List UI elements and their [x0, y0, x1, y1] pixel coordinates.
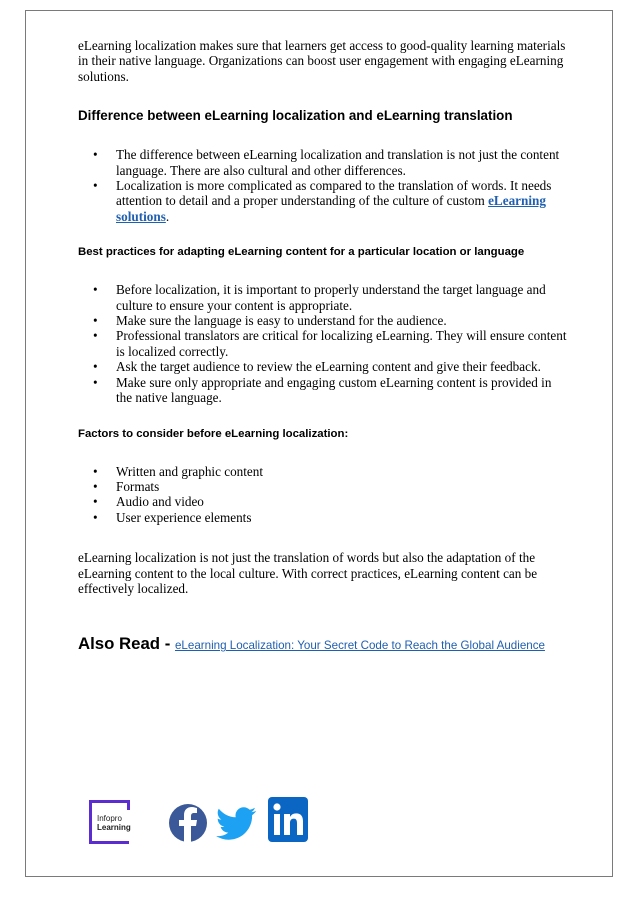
list-item: • The difference between eLearning localization and translation is not just the content language. There are also cultural and other differences. [93, 147, 560, 178]
list-item: • Professional translators are critical for localizing eLearning. They will ensure content is localized correctly. [93, 328, 567, 359]
list-item: • Localization is more complicated as compared to the translation of words. It needs attention to detail and a proper understanding of the culture of custom eLearning solutions. [93, 178, 552, 224]
list-item: • Before localization, it is important to properly understand the target language and culture to ensure your content is appropriate. [93, 282, 546, 313]
bullet-icon: • [93, 328, 98, 344]
bullet-icon: • [93, 147, 98, 163]
list-item: • Audio and video [93, 494, 204, 510]
logo-text-learning: Learning [97, 823, 131, 832]
intro-paragraph: eLearning localization makes sure that learners get access to good-quality learning materials in their native language. Organizations can boost user engagement with engaging eLearning solutions. [78, 38, 566, 84]
also-read-link[interactable]: eLearning Localization: Your Secret Code to Reach the Global Audience [174, 639, 545, 653]
conclusion-paragraph: eLearning localization is not just the translation of words but also the adaptation of the eLearning content to the local culture. With correct practices, eLearning content can be effectively localized. [78, 550, 538, 596]
factors-list [78, 464, 568, 526]
heading-best-practices: Best practices for adapting eLearning content for a particular location or language [78, 246, 525, 259]
bullet-icon: • [93, 509, 98, 525]
facebook-icon[interactable] [168, 795, 208, 851]
best-practices-list [78, 282, 568, 405]
list-item: • Formats [93, 478, 160, 494]
bullet-icon: • [93, 313, 98, 329]
list-item: • Make sure the language is easy to understand for the audience. [93, 313, 447, 329]
difference-list [78, 147, 568, 224]
logo-bracket-right [124, 800, 130, 810]
heading-factors: Factors to consider before eLearning localization: [78, 427, 349, 440]
elearning-solutions-link[interactable]: eLearning solutions [116, 193, 546, 224]
logo-text-infopro: Infopro [97, 814, 122, 823]
list-item: • Make sure only appropriate and engaging custom eLearning content is provided in the native language. [93, 374, 552, 406]
list-item: • Ask the target audience to review the eLearning content and give their feedback. [93, 359, 541, 375]
bullet-icon: • [93, 374, 98, 390]
bullet-icon: • [93, 282, 98, 298]
bullet-icon: • [93, 494, 98, 510]
linkedin-icon[interactable] [267, 795, 309, 845]
bullet-icon: • [93, 359, 98, 375]
bullet-icon: • [93, 463, 98, 479]
infopro-learning-logo[interactable] [84, 797, 136, 849]
heading-difference: Difference between eLearning localization and eLearning translation [78, 108, 513, 124]
list-item: • Written and graphic content [93, 463, 264, 479]
document-body [78, 38, 568, 654]
also-read [78, 634, 568, 654]
bullet-icon: • [93, 178, 98, 194]
twitter-icon[interactable] [216, 795, 258, 851]
list-item: • User experience elements [93, 509, 252, 525]
bullet-icon: • [93, 478, 98, 494]
also-read-label: Also Read - [78, 634, 175, 654]
